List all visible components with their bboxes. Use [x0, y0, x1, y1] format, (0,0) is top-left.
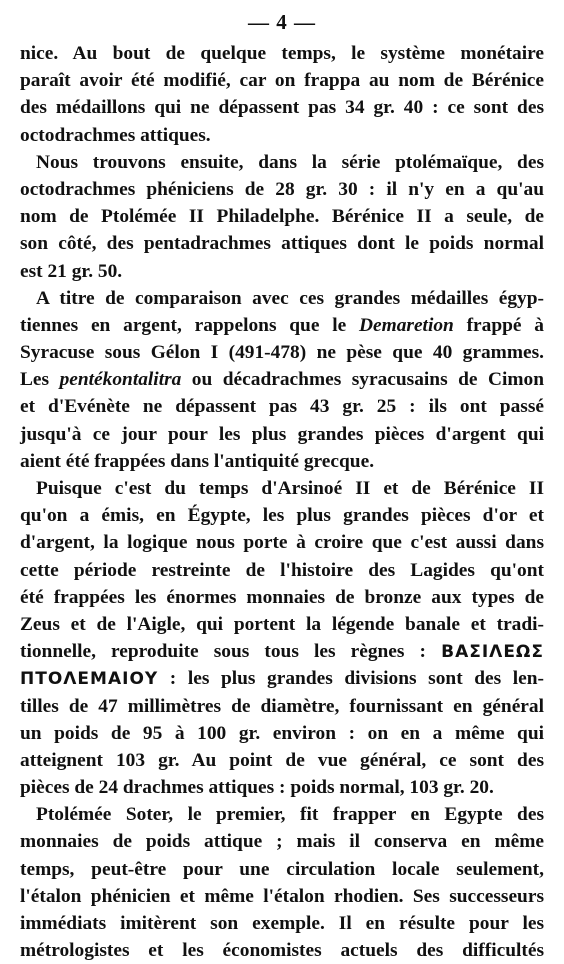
text-line: pièces de 24 drachmes attiques : poids normal, 103 gr. 20.	[20, 777, 494, 799]
text-run: ou décadrachmes syracusains de Cimon	[181, 369, 545, 391]
greek-legend: ΠΤΟΛΕΜΑΙΟΥ	[20, 669, 159, 690]
text-line: été frappées les énormes monnaies de bronze aux types de	[20, 586, 544, 608]
text-run: : les plus grandes divisions sont des len-	[158, 668, 544, 690]
text-line: est 21 gr. 50.	[20, 260, 123, 282]
text-line: Ptolémée Soter, le premier, fit frapper en Egypte des	[36, 804, 544, 826]
text-line: nom de Ptolémée II Philadelphe. Bérénice II a seule, de	[20, 206, 544, 228]
text-line: des médaillons qui ne dépassent pas 34 gr. 40 : ce sont des	[20, 97, 544, 119]
text-line: l'étalon phénicien et même l'étalon rhodien. Ses successeurs	[20, 885, 544, 907]
page	[20, 8, 544, 964]
greek-legend: ΒΑΣΙΛΕΩΣ	[441, 642, 544, 663]
text-line: atteignent 103 gr. Au point de vue général, ce sont des	[20, 749, 544, 771]
text-line: cette période restreinte de l'histoire des Lagides qu'ont	[20, 559, 544, 581]
text-run: Les	[20, 369, 60, 391]
text-line: Puisque c'est du temps d'Arsinoé II et de Bérénice II	[36, 478, 544, 499]
page-number: — 4 —	[248, 10, 316, 34]
text-line: jusqu'à ce jour pour les plus grandes pièces d'argent qui	[20, 423, 544, 445]
italic-term: pentékontalitra	[59, 369, 182, 391]
text-run: tionnelle, reproduite sous tous les règnes :	[20, 641, 442, 663]
text-line: paraît avoir été modifié, car on frappa au nom de Bérénice	[20, 70, 544, 92]
text-line: Zeus et de l'Aigle, qui portent la légende banale et tradi-	[20, 613, 544, 635]
text-line: monnaies de poids attique ; mais il conserva en même	[20, 831, 544, 853]
text-line	[20, 665, 544, 692]
text-line: octodrachmes phéniciens de 28 gr. 30 : il n'y en a qu'au	[20, 178, 544, 200]
text-line	[20, 638, 544, 665]
text-line: octodrachmes attiques.	[20, 124, 211, 146]
text-line: qu'on a émis, en Égypte, les plus grandes pièces d'or et	[20, 505, 544, 527]
text-line: immédiats imitèrent son exemple. Il en résulte pour les	[20, 913, 544, 934]
text-line: A titre de comparaison avec ces grandes médailles égyp-	[36, 287, 544, 309]
text-line: Nous trouvons ensuite, dans la série ptolémaïque, des	[36, 151, 544, 173]
text-line: et d'Evénète ne dépassent pas 43 gr. 25 : ils ont passé	[20, 396, 544, 418]
italic-term: Demaretion	[359, 314, 454, 336]
text-line: d'argent, la logique nous porte à croire que c'est aussi dans	[20, 532, 544, 554]
text-line: son côté, des pentadrachmes attiques dont le poids normal	[20, 233, 544, 255]
text-line: Syracuse sous Gélon I (491-478) ne pèse que 40 grammes.	[20, 342, 544, 364]
text-run: tiennes en argent, rappelons que le	[20, 314, 360, 336]
body-text	[20, 40, 544, 964]
text-line: métrologistes et les économistes actuels des difficultés	[20, 940, 544, 962]
text-line: nice. Au bout de quelque temps, le système monétaire	[20, 43, 544, 64]
text-line: temps, peut-être pour une circulation locale seulement,	[20, 858, 544, 880]
text-line: tilles de 47 millimètres de diamètre, fournissant en général	[20, 695, 544, 717]
text-line	[20, 312, 544, 339]
text-line	[20, 366, 544, 393]
text-line: aient été frappées dans l'antiquité grecque.	[20, 450, 375, 472]
text-run: frappé à	[453, 314, 545, 336]
text-line: un poids de 95 à 100 gr. environ : on en a même qui	[20, 722, 544, 744]
